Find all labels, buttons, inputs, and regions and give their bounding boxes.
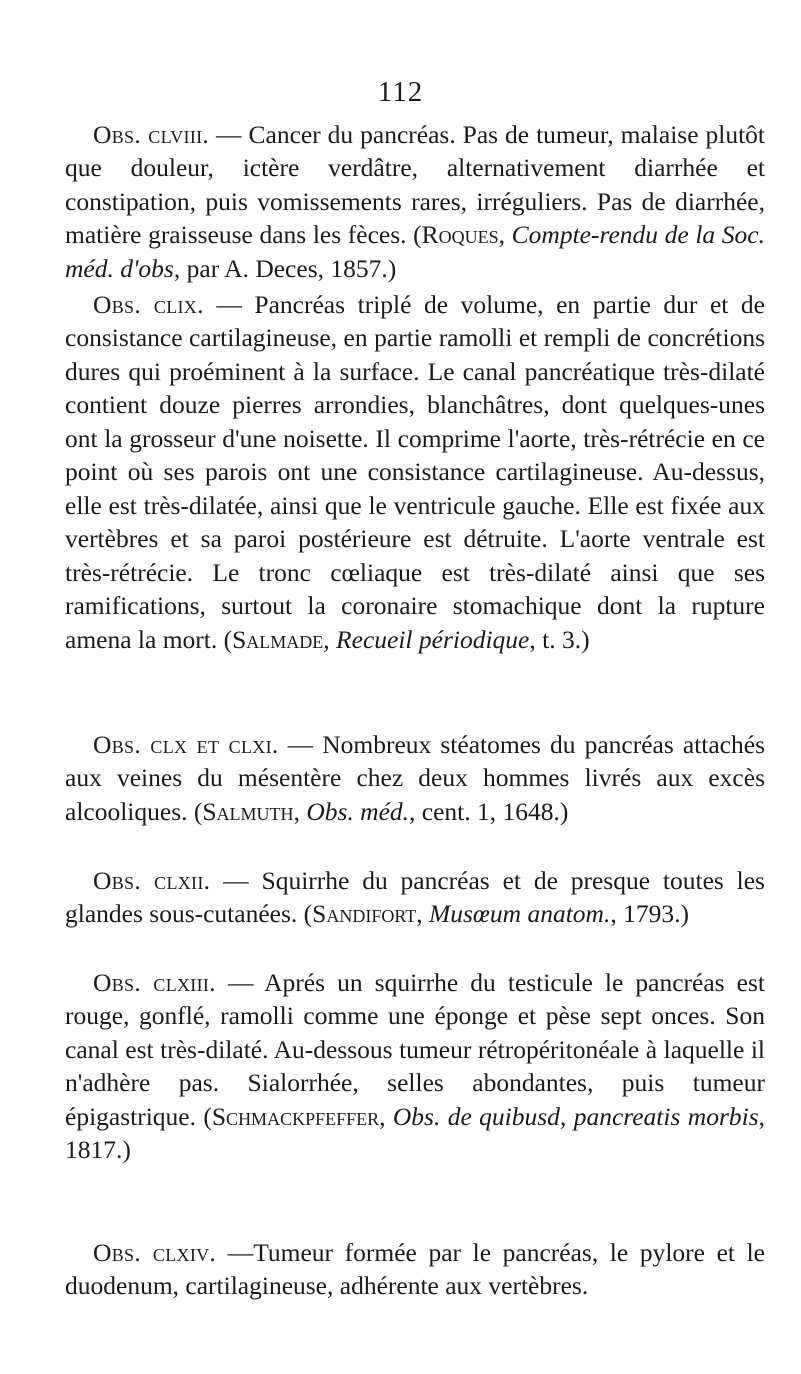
observation-label: Obs. clxiii. bbox=[93, 967, 216, 997]
page-number: 112 bbox=[377, 76, 424, 108]
observation-label: Obs. clxiv. bbox=[93, 1237, 217, 1267]
citation-source: Compte-rendu de la Soc. méd. d'obs bbox=[65, 220, 765, 283]
observation-label: Obs. clxii. bbox=[93, 865, 211, 895]
citation-author: Sandifort bbox=[312, 899, 417, 928]
citation-author: Roques bbox=[421, 220, 499, 249]
observation-text: —Tumeur formée par le pancréas, le pylore et le duodenum, cartilagineuse, adhérente aux vertèbres. bbox=[65, 1237, 765, 1300]
citation-tail: , 1793.) bbox=[610, 899, 689, 928]
citation-author: Salmuth bbox=[202, 796, 294, 826]
observation-clviii: Obs. clviii. — Cancer du pancréas. Pas de tumeur, malaise plutôt que douleur, ictère verdâtre, alternativement diarrhée et constipation, puis vomissements rares, irréguliers. Pas de diarrhée, matière graisseuse dans les fèces. (Roques, Compte-rendu de la Soc. méd. d'obs, par A. Deces, 1857.) bbox=[65, 119, 765, 283]
citation-tail: , cent. 1, 1648.) bbox=[409, 796, 569, 826]
observation-label: Obs. clix. bbox=[93, 289, 204, 319]
observation-text: — Pancréas triplé de volume, en partie dur et de consistance cartilagineuse, en partie ramolli et rempli de concrétions dures qui proéminent à la surface. Le canal pancréatique très-dilaté contient douze pierres arrondies, blanchâtres, dont quelques-unes ont la grosseur d'une noisette. Il comprime l'aorte, très-rétrécie en ce point où ses parois ont une consistance cartilagineuse. Au-dessus, elle est très-dilatée, ainsi que le ventricule gauche. Elle est fixée aux vertèbres et sa paroi postérieure est détruite. L'aorte ventrale est très-rétrécie. Le tronc cœliaque est très-dilaté ainsi que ses ramifications, surtout la coronaire stomachique dont la rupture amena la mort. ( bbox=[65, 289, 765, 654]
observation-text: — Squirrhe du pancréas et de presque toutes les glandes sous-cutanées. ( bbox=[65, 865, 765, 928]
observation-text: — Nombreux stéatomes du pancréas attachés aux veines du mésentère chez deux hommes livrés aux excès alcooliques. ( bbox=[65, 729, 765, 826]
observation-text: — Cancer du pancréas. Pas de tumeur, malaise plutôt que douleur, ictère verdâtre, alternativement diarrhée et constipation, puis vomissements rares, irréguliers. Pas de diarrhée, matière graisseuse dans les fèces. ( bbox=[65, 119, 765, 249]
citation-author: Salmade bbox=[232, 624, 324, 654]
citation-source: Obs. méd. bbox=[306, 796, 410, 826]
citation-author: Schmackpfeffer bbox=[211, 1101, 380, 1131]
citation-tail: , par A. Deces, 1857.) bbox=[173, 253, 397, 283]
observation-label: Obs. clx et clxi. bbox=[93, 729, 279, 759]
citation-source: Obs. de quibusd, pancreatis morbis bbox=[392, 1101, 759, 1131]
observation-clxiv bbox=[65, 1236, 765, 1303]
observation-text: — Aprés un squirrhe du testicule le pancréas est rouge, gonflé, ramolli comme une éponge et pèse sept onces. Son canal est très-dilaté. Au-dessous tumeur rétropéritonéale à laquelle il n'adhère pas. Sialorrhée, selles abondantes, puis tumeur épigastrique. ( bbox=[65, 967, 766, 1131]
observation-clix: Obs. clix. — Pancréas triplé de volume, en partie dur et de consistance cartilagineuse, en partie ramolli et rempli de concrétions dures qui proéminent à la surface. Le canal pancréatique très-dilaté contient douze pierres arrondies, blanchâtres, dont quelques-unes ont la grosseur d'une noisette. Il comprime l'aorte, très-rétrécie en ce point où ses parois ont une consistance cartilagineuse. Au-dessus, elle est très-dilatée, ainsi que le ventricule gauche. Elle est fixée aux vertèbres et sa paroi postérieure est détruite. L'aorte ventrale est très-rétrécie. Le tronc cœliaque est très-dilaté ainsi que ses ramifications, surtout la coronaire stomachique dont la rupture amena la mort. (Salmade, Recueil périodique, t. 3.) bbox=[65, 289, 765, 654]
observation-clxiii: Obs. clxiii. — Aprés un squirrhe du testicule le pancréas est rouge, gonflé, ramolli comme une éponge et pèse sept onces. Son canal est très-dilaté. Au-dessous tumeur rétropéritonéale à laquelle il n'adhère pas. Sialorrhée, selles abondantes, puis tumeur épigastrique. (Schmackpfeffer, Obs. de quibusd, pancreatis morbis, 1817.) bbox=[65, 967, 766, 1164]
observation-clx-clxi: Obs. clx et clxi. — Nombreux stéatomes du pancréas attachés aux veines du mésentère chez deux hommes livrés aux excès alcooliques. (Salmuth, Obs. méd., cent. 1, 1648.) bbox=[65, 729, 765, 826]
citation-tail: , t. 3.) bbox=[529, 624, 590, 654]
citation-source: Recueil périodique bbox=[336, 624, 530, 654]
observation-clxii: Obs. clxii. — Squirrhe du pancréas et de presque toutes les glandes sous-cutanées. (Sandifort, Musœum anatom., 1793.) bbox=[65, 865, 765, 928]
citation-source: Musœum anatom. bbox=[429, 899, 611, 928]
citation-tail: , 1817.) bbox=[65, 1101, 765, 1164]
observation-label: Obs. clviii. bbox=[93, 119, 210, 149]
